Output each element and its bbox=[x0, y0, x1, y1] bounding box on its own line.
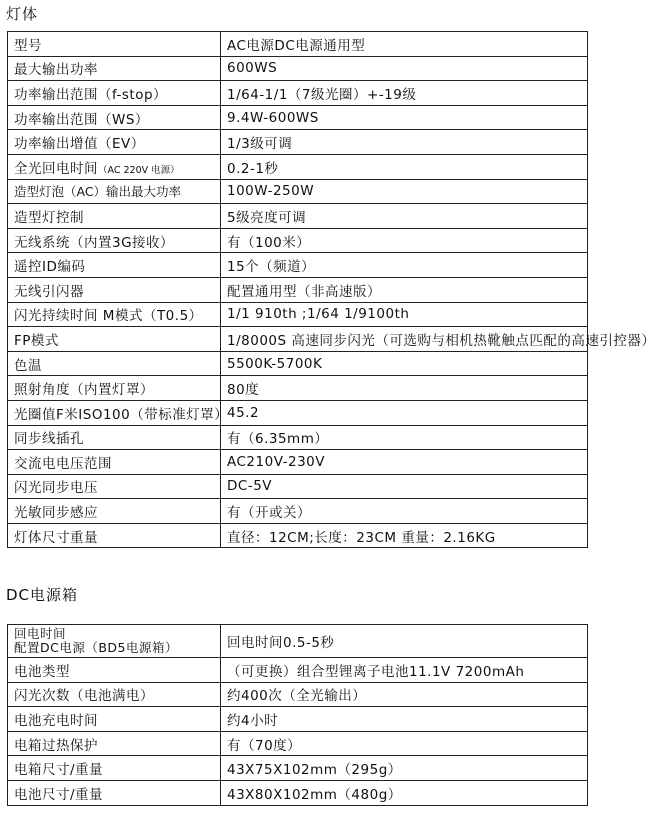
section-title-dc-power-box: DC电源箱 bbox=[6, 586, 79, 604]
table-row bbox=[8, 780, 588, 805]
spec-label: 灯体尺寸重量 bbox=[8, 523, 221, 548]
table-row bbox=[8, 253, 588, 278]
spec-value: 15个（频道） bbox=[221, 253, 588, 278]
spec-value: 9.4W-600WS bbox=[221, 105, 588, 130]
spec-label: 功率输出范围（WS） bbox=[8, 105, 221, 130]
spec-value: 1/1 910th ;1/64 1/9100th bbox=[221, 302, 588, 327]
table-row bbox=[8, 450, 588, 475]
spec-label: 电池类型 bbox=[8, 658, 221, 683]
table-row bbox=[8, 351, 588, 376]
dc-power-box-spec-table bbox=[7, 624, 588, 806]
table-row bbox=[8, 56, 588, 81]
spec-value: 1/3级可调 bbox=[221, 130, 588, 155]
spec-value: 43X75X102mm（295g） bbox=[221, 756, 588, 781]
spec-label: 造型灯泡（AC）输出最大功率 bbox=[8, 179, 221, 204]
spec-value: 1/8000S 高速同步闪光（可选购与相机热靴触点匹配的高速引控器） bbox=[221, 327, 588, 352]
spec-value: 80度 bbox=[221, 376, 588, 401]
table-row bbox=[8, 277, 588, 302]
spec-value: 有（6.35mm） bbox=[221, 425, 588, 450]
spec-label: 无线系统（内置3G接收） bbox=[8, 228, 221, 253]
table-row bbox=[8, 400, 588, 425]
spec-label: 闪光次数（电池满电） bbox=[8, 682, 221, 707]
spec-label: 电池尺寸/重量 bbox=[8, 780, 221, 805]
spec-label: 功率输出范围（f-stop） bbox=[8, 81, 221, 106]
table-row bbox=[8, 81, 588, 106]
spec-label: 最大输出功率 bbox=[8, 56, 221, 81]
table-row bbox=[8, 327, 588, 352]
spec-label: 交流电电压范围 bbox=[8, 450, 221, 475]
spec-label-note: （AC 220V 电源） bbox=[98, 164, 180, 176]
spec-label: 色温 bbox=[8, 351, 221, 376]
spec-label-line1: 回电时间 bbox=[14, 626, 67, 641]
table-row bbox=[8, 731, 588, 756]
spec-value: 100W-250W bbox=[221, 179, 588, 204]
spec-label: 功率输出增值（EV） bbox=[8, 130, 221, 155]
table-row bbox=[8, 474, 588, 499]
spec-label: 电池充电时间 bbox=[8, 707, 221, 732]
spec-value: AC电源DC电源通用型 bbox=[221, 32, 588, 57]
spec-label-line2: 配置DC电源（BD5电源箱） bbox=[14, 640, 179, 655]
spec-label: 造型灯控制 bbox=[8, 204, 221, 229]
spec-label: 闪光同步电压 bbox=[8, 474, 221, 499]
spec-label bbox=[8, 154, 221, 179]
table-row bbox=[8, 625, 588, 658]
spec-label: 同步线插孔 bbox=[8, 425, 221, 450]
spec-value: 约4小时 bbox=[221, 707, 588, 732]
spec-value: AC210V-230V bbox=[221, 450, 588, 475]
spec-value: 直径：12CM;长度：23CM 重量：2.16KG bbox=[221, 523, 588, 548]
light-body-spec-table bbox=[7, 31, 655, 548]
spec-label: 电箱过热保护 bbox=[8, 731, 221, 756]
table-row bbox=[8, 130, 588, 155]
spec-label: FP模式 bbox=[8, 327, 221, 352]
spec-value: 配置通用型（非高速版） bbox=[221, 277, 588, 302]
spec-value: 600WS bbox=[221, 56, 588, 81]
table-row bbox=[8, 707, 588, 732]
spec-value: 0.2-1秒 bbox=[221, 154, 588, 179]
spec-label: 无线引闪器 bbox=[8, 277, 221, 302]
spec-label: 遥控ID编码 bbox=[8, 253, 221, 278]
table-row bbox=[8, 425, 588, 450]
spec-label: 光圈值F米ISO100（带标准灯罩） bbox=[8, 400, 221, 425]
table-row bbox=[8, 105, 588, 130]
table-row bbox=[8, 154, 588, 179]
spec-value: 有（70度） bbox=[221, 731, 588, 756]
table-row bbox=[8, 179, 588, 204]
spec-value: （可更换）组合型锂离子电池11.1V 7200mAh bbox=[221, 658, 588, 683]
spec-value: 有（开或关） bbox=[221, 499, 588, 524]
spec-value: 1/64-1/1（7级光圈）+-19级 bbox=[221, 81, 588, 106]
spec-label bbox=[8, 625, 221, 658]
spec-label: 电箱尺寸/重量 bbox=[8, 756, 221, 781]
table-row bbox=[8, 228, 588, 253]
spec-value: 约400次（全光输出） bbox=[221, 682, 588, 707]
spec-label-text: 全光回电时间 bbox=[14, 160, 98, 177]
spec-label: 闪光持续时间 M模式（T0.5） bbox=[8, 302, 221, 327]
spec-value: 回电时间0.5-5秒 bbox=[221, 625, 588, 658]
spec-label: 光敏同步感应 bbox=[8, 499, 221, 524]
spec-value: 45.2 bbox=[221, 400, 588, 425]
table-row bbox=[8, 499, 588, 524]
table-row bbox=[8, 302, 588, 327]
table-row bbox=[8, 682, 588, 707]
table-row bbox=[8, 658, 588, 683]
table-row bbox=[8, 523, 588, 548]
spec-label: 型号 bbox=[8, 32, 221, 57]
spec-label: 照射角度（内置灯罩） bbox=[8, 376, 221, 401]
section-title-light-body: 灯体 bbox=[6, 5, 39, 23]
spec-value: 43X80X102mm（480g） bbox=[221, 780, 588, 805]
table-row bbox=[8, 756, 588, 781]
table-row bbox=[8, 376, 588, 401]
table-row bbox=[8, 32, 588, 57]
spec-value: DC-5V bbox=[221, 474, 588, 499]
spec-value: 有（100米） bbox=[221, 228, 588, 253]
table-row bbox=[8, 204, 588, 229]
spec-value: 5级亮度可调 bbox=[221, 204, 588, 229]
spec-value: 5500K-5700K bbox=[221, 351, 588, 376]
